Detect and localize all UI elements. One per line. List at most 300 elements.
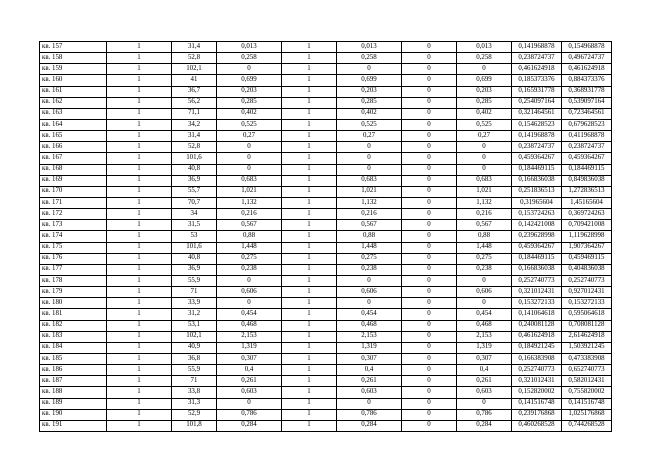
zero-cell: 0 [402,153,457,164]
coefficient-cell: 1 [282,331,337,342]
zero-cell: 0 [402,97,457,108]
adjusted-value-cell: 1,448 [337,242,402,253]
zero-cell: 0 [402,186,457,197]
table-row [40,209,612,220]
adjusted-value-cell: 2,153 [337,331,402,342]
count-cell: 1 [107,131,172,142]
value-cell: 0,216 [217,209,282,220]
area-cell: 70,7 [172,197,217,208]
coefficient-cell: 1 [282,75,337,86]
table-row [40,175,612,186]
share-cell: 0,460268528 [512,420,562,431]
coefficient-cell: 1 [282,398,337,409]
share-cell: 0,152820002 [512,387,562,398]
zero-cell: 0 [402,231,457,242]
sum-cell: 0,153272133 [562,298,612,309]
apartment-cell: кв. 174 [40,231,107,242]
total-value-cell: 0,88 [457,231,512,242]
count-cell: 1 [107,242,172,253]
sum-cell: 1,272836513 [562,186,612,197]
count-cell: 1 [107,42,172,53]
coefficient-cell: 1 [282,209,337,220]
total-value-cell: 0 [457,398,512,409]
sum-cell: 2,614624918 [562,331,612,342]
table-row [40,42,612,53]
coefficient-cell: 1 [282,153,337,164]
sum-cell: 0,652740773 [562,365,612,376]
share-cell: 0,461624918 [512,64,562,75]
zero-cell: 0 [402,331,457,342]
adjusted-value-cell: 1,319 [337,342,402,353]
count-cell: 1 [107,231,172,242]
share-cell: 0,238724737 [512,53,562,64]
adjusted-value-cell: 0,238 [337,264,402,275]
adjusted-value-cell: 0,285 [337,97,402,108]
apartment-cell: кв. 184 [40,342,107,353]
share-cell: 0,321464561 [512,108,562,119]
count-cell: 1 [107,275,172,286]
area-cell: 31,3 [172,398,217,409]
table-row [40,353,612,364]
zero-cell: 0 [402,398,457,409]
apartment-cell: кв. 159 [40,64,107,75]
value-cell: 0,786 [217,409,282,420]
count-cell: 1 [107,175,172,186]
share-cell: 0,184921245 [512,342,562,353]
area-cell: 36,9 [172,264,217,275]
adjusted-value-cell: 0,699 [337,75,402,86]
zero-cell: 0 [402,209,457,220]
zero-cell: 0 [402,108,457,119]
value-cell: 0,285 [217,97,282,108]
sum-cell: 0,744268528 [562,420,612,431]
total-value-cell: 0,683 [457,175,512,186]
zero-cell: 0 [402,42,457,53]
share-cell: 0,461624918 [512,331,562,342]
area-cell: 52,8 [172,53,217,64]
area-cell: 71 [172,287,217,298]
zero-cell: 0 [402,175,457,186]
value-cell: 0,013 [217,42,282,53]
table-row [40,409,612,420]
share-cell: 0,185373376 [512,75,562,86]
share-cell: 0,252740773 [512,365,562,376]
sum-cell: 0,849836038 [562,175,612,186]
apartment-cell: кв. 188 [40,387,107,398]
value-cell: 0,525 [217,119,282,130]
coefficient-cell: 1 [282,164,337,175]
total-value-cell: 0,238 [457,264,512,275]
apartment-cell: кв. 167 [40,153,107,164]
table-row [40,287,612,298]
zero-cell: 0 [402,119,457,130]
count-cell: 1 [107,287,172,298]
sum-cell: 0,252740773 [562,275,612,286]
value-cell: 0,567 [217,220,282,231]
zero-cell: 0 [402,275,457,286]
count-cell: 1 [107,86,172,97]
zero-cell: 0 [402,253,457,264]
total-value-cell: 0,603 [457,387,512,398]
sum-cell: 0,884373376 [562,75,612,86]
area-cell: 40,8 [172,253,217,264]
zero-cell: 0 [402,264,457,275]
coefficient-cell: 1 [282,353,337,364]
area-cell: 31,4 [172,131,217,142]
zero-cell: 0 [402,420,457,431]
share-cell: 0,142421008 [512,220,562,231]
share-cell: 0,184469115 [512,253,562,264]
sum-cell: 0,459364267 [562,153,612,164]
area-cell: 55,9 [172,275,217,286]
value-cell: 0,238 [217,264,282,275]
value-cell: 0,683 [217,175,282,186]
sum-cell: 0,459469115 [562,253,612,264]
count-cell: 1 [107,64,172,75]
total-value-cell: 1,132 [457,197,512,208]
share-cell: 0,252740773 [512,275,562,286]
total-value-cell: 0,203 [457,86,512,97]
count-cell: 1 [107,264,172,275]
sum-cell: 0,709421008 [562,220,612,231]
apartment-cell: кв. 161 [40,86,107,97]
value-cell: 0,203 [217,86,282,97]
zero-cell: 0 [402,164,457,175]
count-cell: 1 [107,365,172,376]
sum-cell: 0,368931778 [562,86,612,97]
count-cell: 1 [107,97,172,108]
area-cell: 53,1 [172,320,217,331]
total-value-cell: 0 [457,298,512,309]
share-cell: 0,239628998 [512,231,562,242]
table-row [40,64,612,75]
adjusted-value-cell: 0 [337,142,402,153]
total-value-cell: 0,4 [457,365,512,376]
value-cell: 0 [217,164,282,175]
sum-cell: 0,496724737 [562,53,612,64]
apartment-cell: кв. 168 [40,164,107,175]
table-row [40,420,612,431]
share-cell: 0,459364267 [512,153,562,164]
adjusted-value-cell: 0,454 [337,309,402,320]
total-value-cell: 0,284 [457,420,512,431]
count-cell: 1 [107,119,172,130]
area-cell: 101,6 [172,242,217,253]
zero-cell: 0 [402,75,457,86]
count-cell: 1 [107,220,172,231]
apartment-cell: кв. 190 [40,409,107,420]
apartment-cell: кв. 157 [40,42,107,53]
zero-cell: 0 [402,287,457,298]
apartment-cell: кв. 166 [40,142,107,153]
count-cell: 1 [107,142,172,153]
value-cell: 0 [217,142,282,153]
apartment-cell: кв. 177 [40,264,107,275]
count-cell: 1 [107,197,172,208]
adjusted-value-cell: 0,567 [337,220,402,231]
total-value-cell: 0,606 [457,287,512,298]
table-row [40,320,612,331]
apartment-cell: кв. 191 [40,420,107,431]
adjusted-value-cell: 0,683 [337,175,402,186]
value-cell: 0,88 [217,231,282,242]
share-cell: 0,166836038 [512,264,562,275]
zero-cell: 0 [402,309,457,320]
table-row [40,108,612,119]
share-cell: 0,166383908 [512,353,562,364]
coefficient-cell: 1 [282,231,337,242]
table-row [40,342,612,353]
adjusted-value-cell: 0,4 [337,365,402,376]
total-value-cell: 1,021 [457,186,512,197]
table-row [40,275,612,286]
apartment-cell: кв. 173 [40,220,107,231]
total-value-cell: 0,27 [457,131,512,142]
area-cell: 31,5 [172,220,217,231]
value-cell: 0,307 [217,353,282,364]
share-cell: 0,153724263 [512,209,562,220]
area-cell: 40,9 [172,342,217,353]
coefficient-cell: 1 [282,64,337,75]
share-cell: 0,321012431 [512,376,562,387]
apartment-cell: кв. 186 [40,365,107,376]
coefficient-cell: 1 [282,220,337,231]
sum-cell: 0,755820002 [562,387,612,398]
coefficient-cell: 1 [282,264,337,275]
share-cell: 0,184469115 [512,164,562,175]
share-cell: 0,251836513 [512,186,562,197]
count-cell: 1 [107,75,172,86]
adjusted-value-cell: 0,013 [337,42,402,53]
share-cell: 0,31965604 [512,197,562,208]
count-cell: 1 [107,420,172,431]
sum-cell: 1,45165604 [562,197,612,208]
total-value-cell: 0,216 [457,209,512,220]
total-value-cell: 0 [457,64,512,75]
apartment-cell: кв. 180 [40,298,107,309]
zero-cell: 0 [402,53,457,64]
count-cell: 1 [107,309,172,320]
coefficient-cell: 1 [282,108,337,119]
count-cell: 1 [107,186,172,197]
table-row [40,186,612,197]
sum-cell: 0,369724263 [562,209,612,220]
value-cell: 0,606 [217,287,282,298]
zero-cell: 0 [402,197,457,208]
coefficient-cell: 1 [282,175,337,186]
table-row [40,197,612,208]
apartment-cell: кв. 179 [40,287,107,298]
share-cell: 0,238724737 [512,142,562,153]
area-cell: 102,1 [172,331,217,342]
zero-cell: 0 [402,86,457,97]
table-row [40,153,612,164]
table-row [40,75,612,86]
share-cell: 0,321012431 [512,287,562,298]
adjusted-value-cell: 0,468 [337,320,402,331]
zero-cell: 0 [402,131,457,142]
adjusted-value-cell: 0,216 [337,209,402,220]
total-value-cell: 0,567 [457,220,512,231]
sum-cell: 1,025176868 [562,409,612,420]
count-cell: 1 [107,342,172,353]
table-row [40,220,612,231]
table-body [40,42,612,432]
total-value-cell: 0,454 [457,309,512,320]
value-cell: 0,27 [217,131,282,142]
sum-cell: 1,907364267 [562,242,612,253]
area-cell: 53 [172,231,217,242]
area-cell: 52,9 [172,409,217,420]
coefficient-cell: 1 [282,309,337,320]
zero-cell: 0 [402,242,457,253]
zero-cell: 0 [402,376,457,387]
apartment-cell: кв. 169 [40,175,107,186]
coefficient-cell: 1 [282,387,337,398]
value-cell: 0 [217,64,282,75]
value-cell: 0,699 [217,75,282,86]
sum-cell: 0,679628523 [562,119,612,130]
coefficient-cell: 1 [282,97,337,108]
apartment-cell: кв. 175 [40,242,107,253]
total-value-cell: 0,468 [457,320,512,331]
zero-cell: 0 [402,298,457,309]
area-cell: 56,2 [172,97,217,108]
adjusted-value-cell: 1,132 [337,197,402,208]
share-cell: 0,165931778 [512,86,562,97]
adjusted-value-cell: 0,88 [337,231,402,242]
table-row [40,376,612,387]
area-cell: 31,2 [172,309,217,320]
share-cell: 0,141516748 [512,398,562,409]
sum-cell: 0,404836038 [562,264,612,275]
count-cell: 1 [107,331,172,342]
table-row [40,231,612,242]
area-cell: 33,8 [172,387,217,398]
total-value-cell: 0 [457,153,512,164]
count-cell: 1 [107,253,172,264]
apartment-cell: кв. 170 [40,186,107,197]
coefficient-cell: 1 [282,420,337,431]
count-cell: 1 [107,298,172,309]
sum-cell: 1,119628998 [562,231,612,242]
apartment-cell: кв. 162 [40,97,107,108]
sum-cell: 0,473383908 [562,353,612,364]
value-cell: 1,448 [217,242,282,253]
zero-cell: 0 [402,142,457,153]
area-cell: 55,7 [172,186,217,197]
count-cell: 1 [107,387,172,398]
value-cell: 0,284 [217,420,282,431]
sum-cell: 0,238724737 [562,142,612,153]
adjusted-value-cell: 0,525 [337,119,402,130]
count-cell: 1 [107,153,172,164]
area-cell: 31,4 [172,42,217,53]
table-row [40,398,612,409]
total-value-cell: 0 [457,275,512,286]
total-value-cell: 0,013 [457,42,512,53]
apartment-cell: кв. 178 [40,275,107,286]
area-cell: 71 [172,376,217,387]
total-value-cell: 2,153 [457,331,512,342]
total-value-cell: 1,319 [457,342,512,353]
sum-cell: 0,539097164 [562,97,612,108]
count-cell: 1 [107,409,172,420]
total-value-cell: 0,307 [457,353,512,364]
share-cell: 0,141064618 [512,309,562,320]
apartment-cell: кв. 183 [40,331,107,342]
total-value-cell: 0,285 [457,97,512,108]
share-cell: 0,141968878 [512,42,562,53]
coefficient-cell: 1 [282,53,337,64]
sum-cell: 1,503921245 [562,342,612,353]
area-cell: 40,8 [172,164,217,175]
coefficient-cell: 1 [282,253,337,264]
total-value-cell: 0 [457,164,512,175]
sum-cell: 0,595064618 [562,309,612,320]
value-cell: 0,468 [217,320,282,331]
apartment-cell: кв. 165 [40,131,107,142]
coefficient-cell: 1 [282,86,337,97]
adjusted-value-cell: 0 [337,275,402,286]
value-cell: 0,275 [217,253,282,264]
table-row [40,331,612,342]
sum-cell: 0,927012431 [562,287,612,298]
table-row [40,53,612,64]
total-value-cell: 0,258 [457,53,512,64]
apartment-cell: кв. 172 [40,209,107,220]
zero-cell: 0 [402,220,457,231]
zero-cell: 0 [402,409,457,420]
table-row [40,131,612,142]
sum-cell: 0,184469115 [562,164,612,175]
adjusted-value-cell: 0 [337,164,402,175]
coefficient-cell: 1 [282,119,337,130]
adjusted-value-cell: 0 [337,64,402,75]
adjusted-value-cell: 0,603 [337,387,402,398]
value-cell: 0 [217,398,282,409]
adjusted-value-cell: 0,307 [337,353,402,364]
area-cell: 102,1 [172,64,217,75]
area-cell: 41 [172,75,217,86]
count-cell: 1 [107,398,172,409]
share-cell: 0,166836038 [512,175,562,186]
apartment-cell: кв. 163 [40,108,107,119]
area-cell: 71,1 [172,108,217,119]
total-value-cell: 0,402 [457,108,512,119]
coefficient-cell: 1 [282,365,337,376]
adjusted-value-cell: 0,275 [337,253,402,264]
value-cell: 0,261 [217,376,282,387]
coefficient-cell: 1 [282,131,337,142]
value-cell: 0,402 [217,108,282,119]
value-cell: 0,603 [217,387,282,398]
value-cell: 0 [217,153,282,164]
adjusted-value-cell: 0,27 [337,131,402,142]
total-value-cell: 0 [457,142,512,153]
coefficient-cell: 1 [282,186,337,197]
adjusted-value-cell: 1,021 [337,186,402,197]
count-cell: 1 [107,108,172,119]
sum-cell: 0,708081128 [562,320,612,331]
share-cell: 0,240081128 [512,320,562,331]
table-row [40,97,612,108]
apartment-cell: кв. 164 [40,119,107,130]
coefficient-cell: 1 [282,142,337,153]
table-row [40,365,612,376]
value-cell: 0 [217,298,282,309]
zero-cell: 0 [402,387,457,398]
